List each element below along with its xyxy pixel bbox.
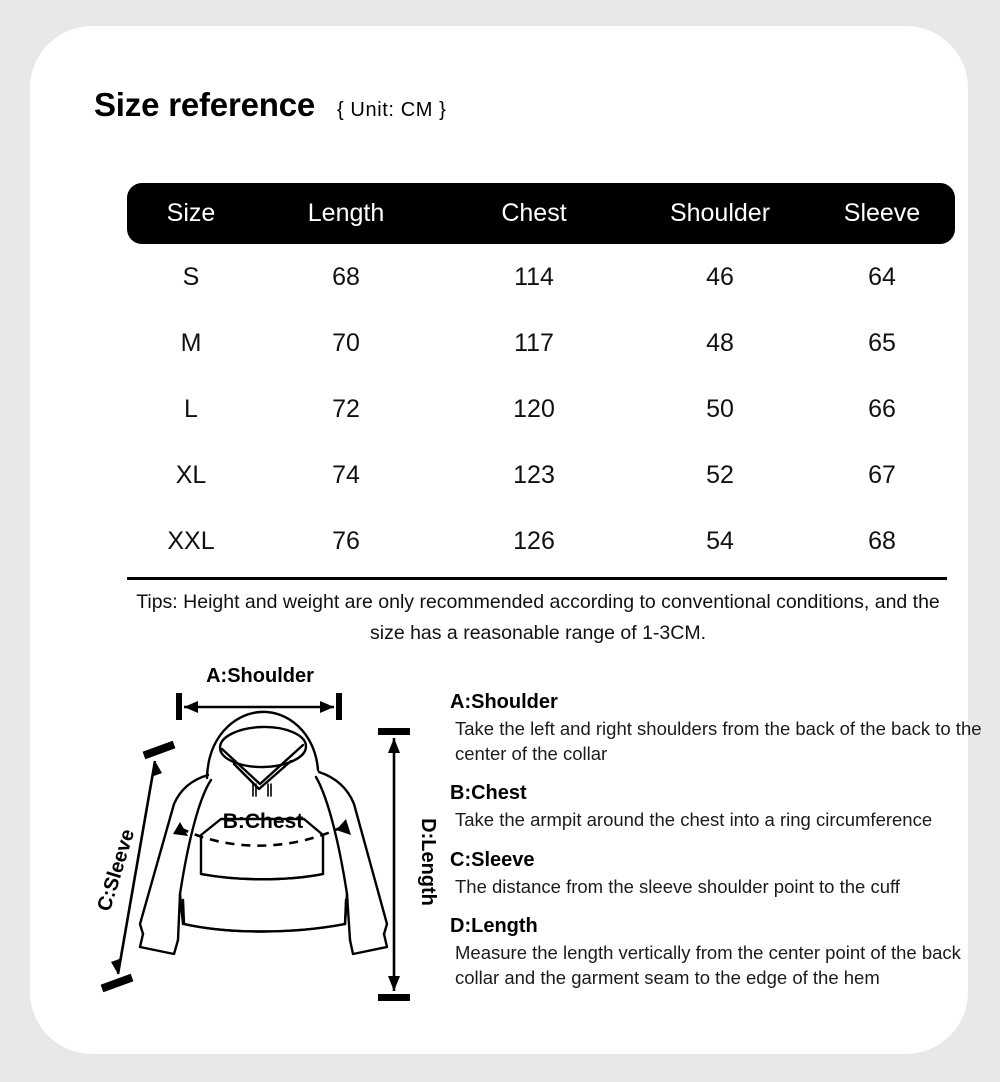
cell-length: 68 [332, 262, 360, 291]
length-arrow [378, 728, 410, 1001]
cell-shoulder: 52 [706, 460, 734, 489]
cell-sleeve: 66 [868, 394, 896, 423]
column-header-sleeve: Sleeve [843, 199, 921, 227]
cell-shoulder: 50 [706, 394, 734, 423]
cell-chest: 126 [513, 526, 555, 555]
cell-length: 76 [332, 526, 360, 555]
cell-sleeve: 65 [868, 328, 896, 357]
cell-chest: 120 [513, 394, 555, 423]
cell-size: S [182, 262, 200, 291]
page-title-text: Size reference [94, 86, 315, 123]
unit-label: { Unit: CM } [337, 99, 447, 121]
table-divider [127, 577, 947, 580]
size-table [127, 183, 955, 574]
column-header-size: Size [166, 199, 216, 227]
cell-shoulder: 48 [706, 328, 734, 357]
cell-length: 72 [332, 394, 360, 423]
tips-text: Tips: Height and weight are only recommended according to conventional conditions, and the size has a reasonable range of 1-3CM. [136, 591, 940, 644]
table-header-row [127, 183, 955, 244]
cell-length: 74 [332, 460, 360, 489]
cell-size: L [184, 394, 198, 423]
cell-size: XL [175, 460, 207, 489]
diagram-label-chest: B:Chest [222, 810, 304, 833]
cell-shoulder: 46 [706, 262, 734, 291]
desc-heading-shoulder: A:Shoulder [450, 691, 558, 713]
measurement-descriptions [450, 691, 995, 990]
cell-size: M [180, 328, 202, 357]
cell-sleeve: 68 [868, 526, 896, 555]
column-header-shoulder: Shoulder [669, 199, 771, 227]
shoulder-arrow [176, 693, 342, 720]
cell-size: XXL [167, 526, 215, 555]
table-row [127, 244, 955, 310]
size-chart-card [30, 26, 982, 1054]
diagram-label-sleeve: C:Sleeve [93, 826, 140, 914]
desc-heading-sleeve: C:Sleeve [450, 848, 535, 871]
page-title [94, 86, 446, 124]
cell-shoulder: 54 [706, 526, 734, 555]
desc-text-shoulder: Take the left and right shoulders from the back of the back to the center of the collar [455, 718, 982, 764]
table-row [127, 442, 955, 508]
desc-heading-chest: B:Chest [450, 782, 527, 804]
column-header-length: Length [307, 199, 385, 227]
diagram-label-length: D:Length [417, 818, 439, 906]
desc-heading-length: D:Length [450, 915, 538, 937]
table-row [127, 508, 955, 574]
table-row [127, 310, 955, 376]
diagram-label-shoulder: A:Shoulder [206, 665, 314, 687]
desc-text-chest: Take the armpit around the chest into a ring circumference [455, 809, 933, 830]
cell-sleeve: 67 [868, 460, 896, 489]
cell-chest: 114 [514, 262, 554, 291]
column-header-chest: Chest [501, 199, 567, 227]
desc-text-length: Measure the length vertically from the center point of the back collar and the garment seam to the edge of the hem [455, 942, 961, 988]
hoodie-measurement-diagram [88, 662, 448, 1012]
cell-sleeve: 64 [868, 262, 896, 291]
cell-chest: 123 [513, 460, 555, 489]
table-row [127, 376, 955, 442]
desc-text-sleeve: The distance from the sleeve shoulder point to the cuff [455, 875, 900, 897]
cell-length: 70 [332, 328, 360, 357]
cell-chest: 117 [514, 328, 554, 357]
